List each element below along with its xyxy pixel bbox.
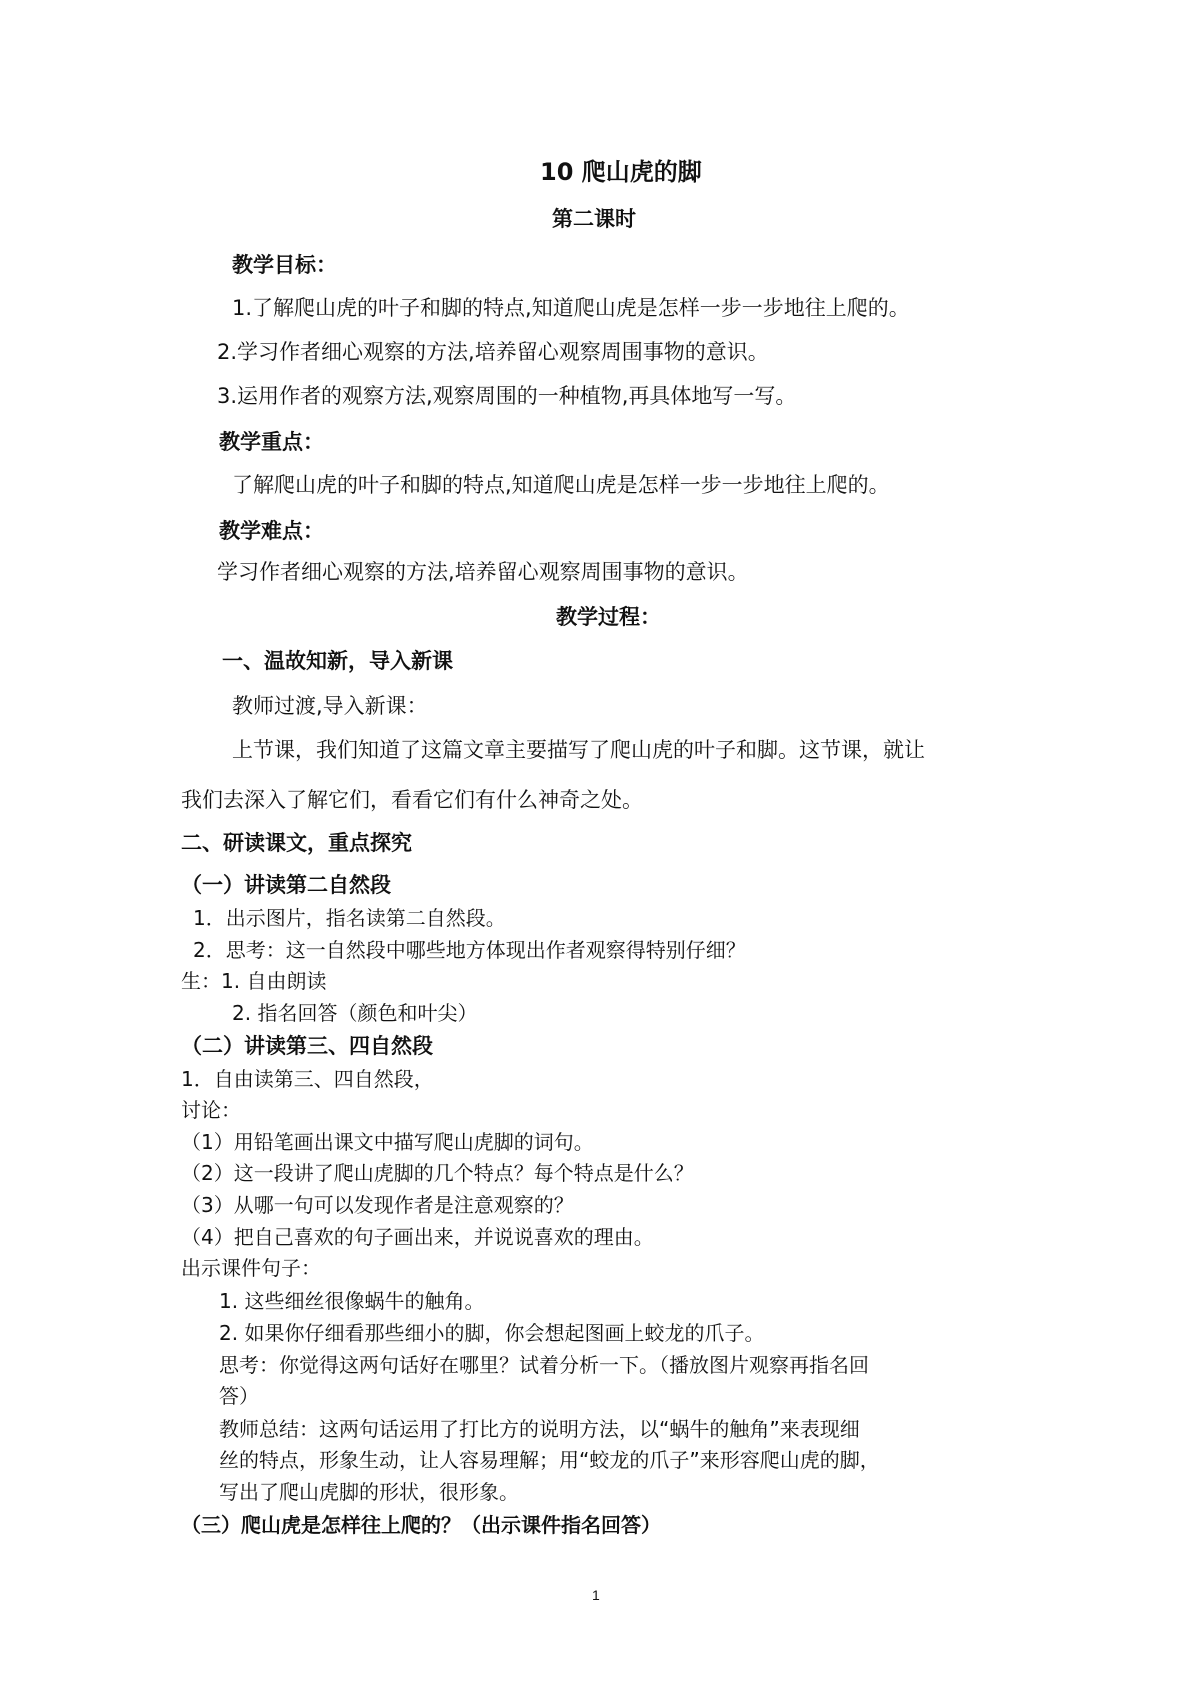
sec2-discuss: 讨论： bbox=[181, 1098, 241, 1122]
objective-item: 1.了解爬山虎的叶子和脚的特点,知道爬山虎是怎样一步一步地往上爬的。 bbox=[232, 296, 910, 320]
think-line: 答） bbox=[219, 1384, 259, 1408]
part1-paragraph-line: 上节课，我们知道了这篇文章主要描写了爬山虎的叶子和脚。这节课，就让 bbox=[232, 738, 925, 762]
page-number: 1 bbox=[592, 1587, 600, 1603]
sec1-line: 1．出示图片，指名读第二自然段。 bbox=[193, 906, 506, 930]
sec2-heading: （二）讲读第三、四自然段 bbox=[181, 1034, 433, 1058]
sec2-show: 出示课件句子： bbox=[181, 1256, 321, 1280]
objective-item: 2.学习作者细心观察的方法,培养留心观察周围事物的意识。 bbox=[217, 340, 769, 364]
objectives-heading: 教学目标： bbox=[232, 253, 337, 277]
discussion-question: （1）用铅笔画出课文中描写爬山虎脚的词句。 bbox=[181, 1130, 594, 1154]
doc-subtitle: 第二课时 bbox=[552, 207, 636, 231]
discussion-question: （2）这一段讲了爬山虎脚的几个特点？每个特点是什么？ bbox=[181, 1161, 694, 1185]
objective-item: 3.运用作者的观察方法,观察周围的一种植物,再具体地写一写。 bbox=[217, 384, 797, 408]
example-sentence: 2. 如果你仔细看那些细小的脚，你会想起图画上蛟龙的爪子。 bbox=[219, 1321, 765, 1345]
part1-intro: 教师过渡,导入新课： bbox=[232, 694, 428, 718]
sec2-read: 1．自由读第三、四自然段， bbox=[181, 1067, 434, 1091]
part2-heading: 二、研读课文，重点探究 bbox=[181, 831, 412, 855]
keypoint-heading: 教学重点： bbox=[219, 430, 324, 454]
sec1-line: 2．思考：这一自然段中哪些地方体现出作者观察得特别仔细？ bbox=[193, 938, 746, 962]
summary-line: 丝的特点，形象生动，让人容易理解；用“蛟龙的爪子”来形容爬山虎的脚， bbox=[219, 1448, 880, 1472]
process-heading: 教学过程： bbox=[556, 605, 661, 629]
sec1-line: 生：1. 自由朗读 bbox=[181, 969, 327, 993]
discussion-question: （3）从哪一句可以发现作者是注意观察的？ bbox=[181, 1193, 574, 1217]
summary-line: 写出了爬山虎脚的形状，很形象。 bbox=[219, 1480, 519, 1504]
summary-line: 教师总结：这两句话运用了打比方的说明方法，以“蜗牛的触角”来表现细 bbox=[219, 1417, 860, 1441]
difficulty-text: 学习作者细心观察的方法,培养留心观察周围事物的意识。 bbox=[217, 560, 749, 584]
think-line: 思考：你觉得这两句话好在哪里？试着分析一下。（播放图片观察再指名回 bbox=[219, 1353, 869, 1377]
sec1-line: 2. 指名回答（颜色和叶尖） bbox=[232, 1001, 478, 1025]
discussion-question: （4）把自己喜欢的句子画出来，并说说喜欢的理由。 bbox=[181, 1225, 654, 1249]
doc-title: 10 爬山虎的脚 bbox=[540, 158, 702, 186]
part1-paragraph-line: 我们去深入了解它们，看看它们有什么神奇之处。 bbox=[181, 788, 643, 812]
sec3-heading: （三）爬山虎是怎样往上爬的？（出示课件指名回答） bbox=[181, 1513, 661, 1537]
example-sentence: 1. 这些细丝很像蜗牛的触角。 bbox=[219, 1289, 485, 1313]
difficulty-heading: 教学难点： bbox=[219, 519, 324, 543]
keypoint-text: 了解爬山虎的叶子和脚的特点,知道爬山虎是怎样一步一步地往上爬的。 bbox=[232, 473, 890, 497]
sec1-heading: （一）讲读第二自然段 bbox=[181, 873, 391, 897]
part1-heading: 一、温故知新，导入新课 bbox=[222, 649, 453, 673]
